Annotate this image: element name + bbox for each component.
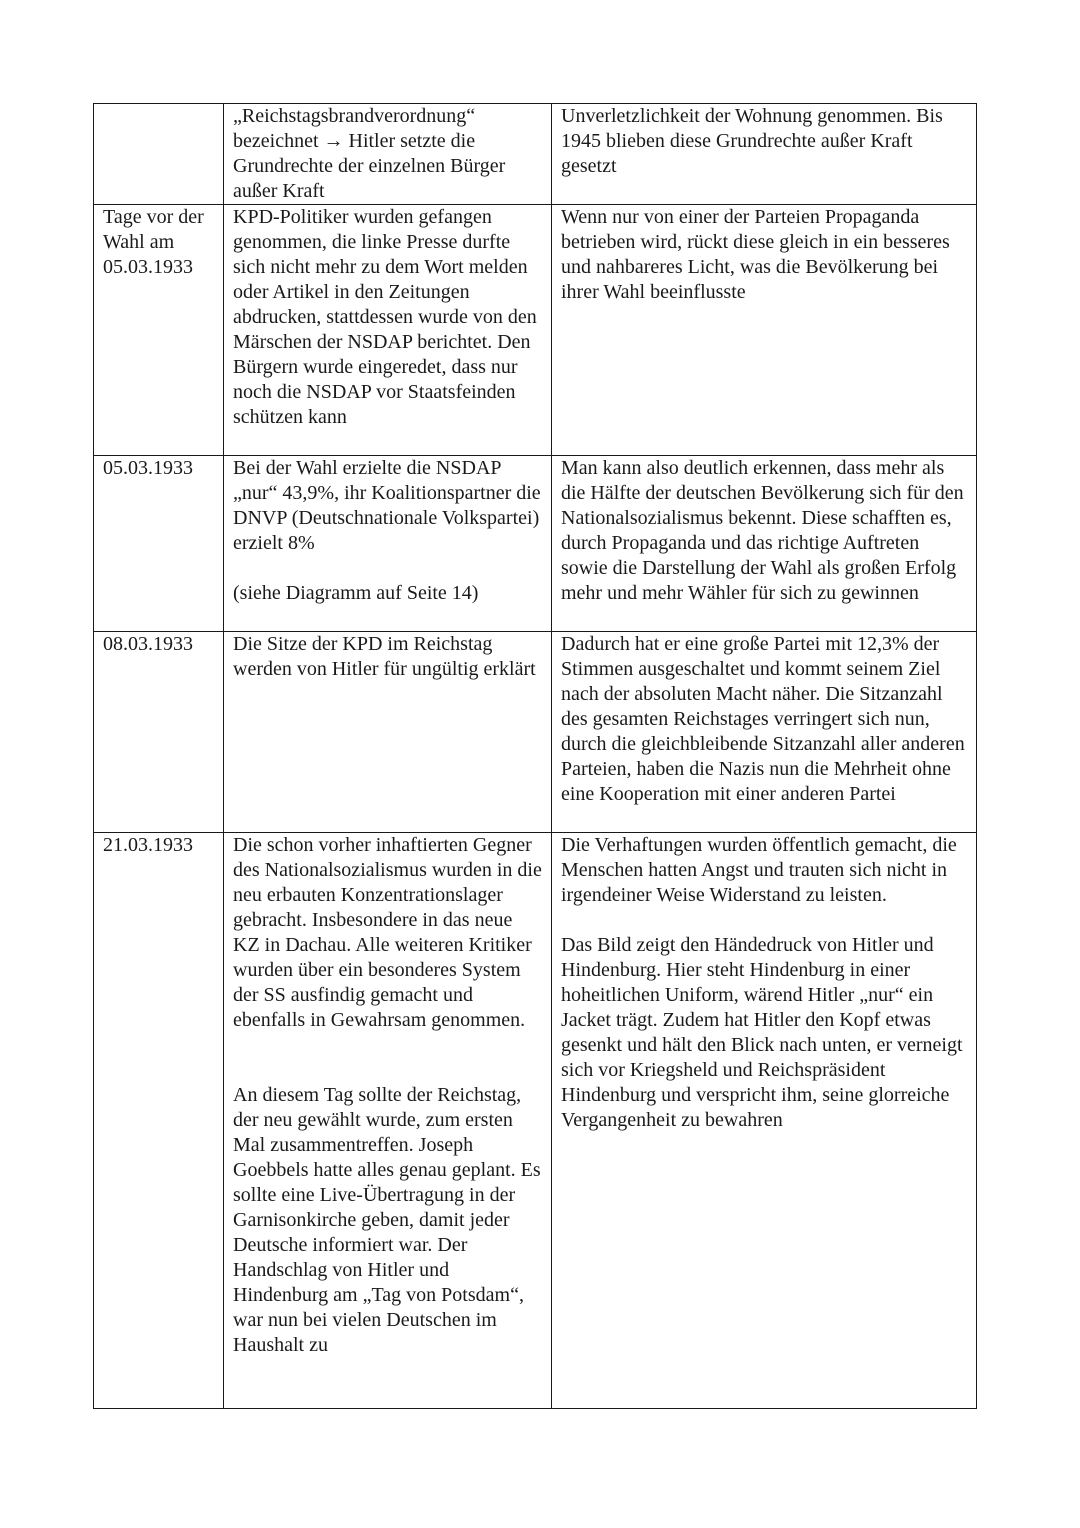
history-table (93, 103, 977, 1409)
table-row (94, 456, 977, 632)
date-cell: 05.03.1933 (94, 456, 224, 632)
event-cell: Die schon vorher inhaftierten Gegner des Nationalsozialismus wurden in die neu erbauten Konzentrationslager gebracht. Insbesondere in das neue KZ in Dachau. Alle weiteren Kritiker wurden über ein besonderes System der SS ausfindig gemacht und ebenfalls in Gewahrsam genommen. An diesem Tag sollte der Reichstag, der neu gewählt wurde, zum ersten Mal zusammentreffen. Joseph Goebbels hatte alles genau geplant. Es sollte eine Live-Übertragung in der Garnisonkirche geben, damit jeder Deutsche informiert war. Der Handschlag von Hitler und Hindenburg am „Tag von Potsdam“, war nun bei vielen Deutschen im Haushalt zu (224, 833, 552, 1409)
date-cell (94, 104, 224, 205)
event-cell: KPD-Politiker wurden gefangen genommen, die linke Presse durfte sich nicht mehr zu dem Wort melden oder Artikel in den Zeitungen abdrucken, stattdessen wurde von den Märschen der NSDAP berichtet. Den Bürgern wurde eingeredet, dass nur noch die NSDAP vor Staatsfeinden schützen kann (224, 205, 552, 456)
event-cell: „Reichstagsbrandverordnung“ bezeichnet → Hitler setzte die Grundrechte der einzelnen Bürger außer Kraft (224, 104, 552, 205)
analysis-cell: Dadurch hat er eine große Partei mit 12,3% der Stimmen ausgeschaltet und kommt seinem Ziel nach der absoluten Macht näher. Die Sitzanzahl des gesamten Reichstages verringert sich nun, durch die gleichbleibende Sitzanzahl aller anderen Parteien, haben die Nazis nun die Mehrheit ohne eine Kooperation mit einer anderen Partei (552, 632, 977, 833)
date-cell: Tage vor der Wahl am 05.03.1933 (94, 205, 224, 456)
analysis-cell: Man kann also deutlich erkennen, dass mehr als die Hälfte der deutschen Bevölkerung sich für den Nationalsozialismus bekennt. Diese schafften es, durch Propaganda und das richtige Auftreten sowie die Darstellung der Wahl als großen Erfolg mehr und mehr Wähler für sich zu gewinnen (552, 456, 977, 632)
date-cell: 21.03.1933 (94, 833, 224, 1409)
date-cell: 08.03.1933 (94, 632, 224, 833)
event-cell: Bei der Wahl erzielte die NSDAP „nur“ 43,9%, ihr Koalitionspartner die DNVP (Deutschnationale Volkspartei) erzielt 8% (siehe Diagramm auf Seite 14) (224, 456, 552, 632)
event-cell: Die Sitze der KPD im Reichstag werden von Hitler für ungültig erklärt (224, 632, 552, 833)
table-row (94, 205, 977, 456)
analysis-cell: Wenn nur von einer der Parteien Propaganda betrieben wird, rückt diese gleich in ein besseres und nahbareres Licht, was die Bevölkerung bei ihrer Wahl beeinflusste (552, 205, 977, 456)
table-row (94, 833, 977, 1409)
analysis-cell: Die Verhaftungen wurden öffentlich gemacht, die Menschen hatten Angst und trauten sich nicht in irgendeiner Weise Widerstand zu leisten. Das Bild zeigt den Händedruck von Hitler und Hindenburg. Hier steht Hindenburg in einer hoheitlichen Uniform, wärend Hitler „nur“ ein Jacket trägt. Zudem hat Hitler den Kopf etwas gesenkt und hält den Blick nach unten, er verneigt sich vor Kriegsheld und Reichspräsident Hindenburg und verspricht ihm, seine glorreiche Vergangenheit zu bewahren (552, 833, 977, 1409)
table-row (94, 632, 977, 833)
table-row (94, 104, 977, 205)
analysis-cell: Unverletzlichkeit der Wohnung genommen. Bis 1945 blieben diese Grundrechte außer Kraft gesetzt (552, 104, 977, 205)
